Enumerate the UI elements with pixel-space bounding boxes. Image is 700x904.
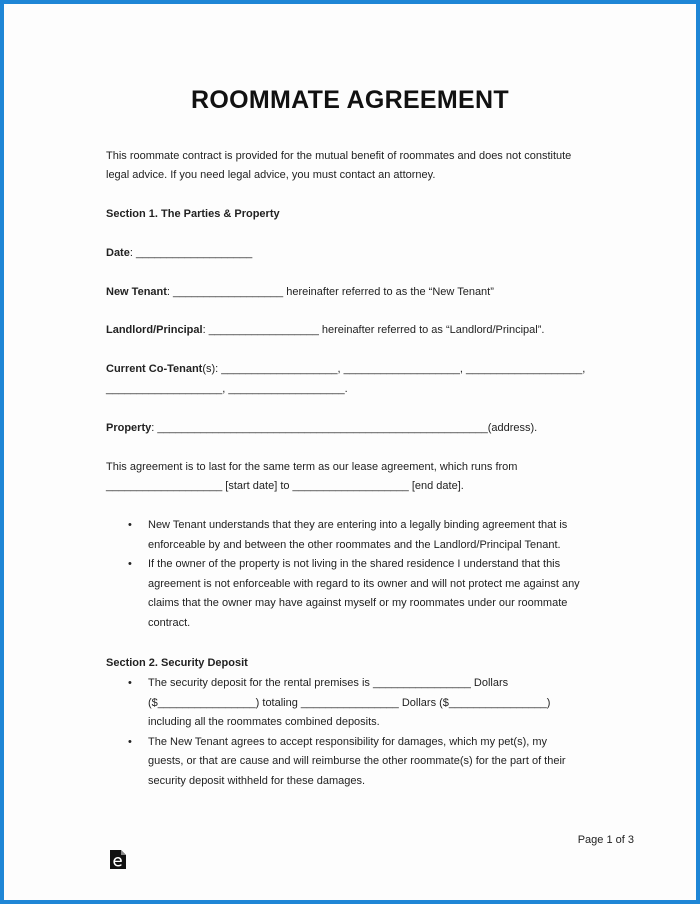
property-label: Property (106, 422, 152, 434)
bullet-line: enforceable by and between the other roommates and the Landlord/Principal Tenant. (148, 538, 561, 551)
bullet-line: The New Tenant agrees to accept responsibility for damages, which my pet(s), my (148, 735, 548, 748)
list-item (106, 674, 606, 733)
bullet-line: contract. (148, 616, 191, 629)
list-item (106, 555, 606, 633)
intro-line-2: legal advice. If you need legal advice, you must contact an attorney. (106, 169, 436, 181)
bullet-line: New Tenant understands that they are entering into a legally binding agreement that is (148, 519, 568, 531)
list-item (106, 733, 606, 792)
cotenant-label: Current Co-Tenant (106, 363, 203, 375)
section-1-heading: Section 1. The Parties & Property (106, 208, 280, 220)
bullet-icon: • (128, 519, 132, 531)
bullet-line: If the owner of the property is not living in the shared residence I understand that this (148, 558, 561, 571)
bullet-line: including all the roommates combined deposits. (148, 716, 380, 729)
landlord-blank: : __________________ hereinafter referred to as “Landlord/Principal”. (202, 324, 545, 336)
section-2-bullets (106, 674, 606, 792)
date-label: Date (106, 247, 130, 259)
bullet-line: guests, or that are cause and will reimburse the other roommate(s) for the part of their (148, 755, 566, 768)
term-line-2: ___________________ [start date] to ___________________ [end date]. (106, 480, 464, 492)
date-blank: : ___________________ (129, 247, 253, 259)
landlord-field (106, 321, 544, 341)
bullet-icon: • (128, 558, 132, 571)
cotenant-blank-1: (s): ___________________, ___________________, ___________________, (202, 363, 586, 375)
section-1-bullets (106, 516, 606, 634)
document-title: ROOMMATE AGREEMENT (191, 86, 509, 114)
term-line-1: This agreement is to last for the same term as our lease agreement, which runs from (106, 461, 518, 473)
eforms-logo-icon (110, 850, 126, 869)
property-field (106, 419, 537, 439)
cotenant-field (106, 360, 585, 380)
bullet-line: claims that the owner may have against myself or my roommates under our roommate (148, 597, 568, 610)
intro-line-1: This roommate contract is provided for the mutual benefit of roommates and does not constitute (106, 150, 572, 162)
landlord-label: Landlord/Principal (106, 324, 203, 336)
bullet-line: The security deposit for the rental premises is ________________ Dollars (148, 677, 509, 689)
new-tenant-blank: : __________________ hereinafter referred to as the “New Tenant” (166, 286, 494, 298)
list-item (106, 516, 606, 555)
new-tenant-field (106, 283, 494, 303)
section-2-heading: Section 2. Security Deposit (106, 657, 248, 669)
document-page (4, 4, 696, 900)
bullet-icon: • (128, 735, 132, 748)
bullet-line: security deposit withheld for these damages. (148, 774, 366, 787)
cotenant-blank-2: ___________________, ___________________. (106, 383, 348, 395)
property-blank: : ______________________________________________________(address). (151, 422, 538, 434)
page-number: Page 1 of 3 (577, 834, 634, 846)
bullet-line: ($________________) totaling ________________ Dollars ($________________) (148, 696, 551, 709)
bullet-icon: • (128, 677, 132, 689)
bullet-line: agreement is not enforceable with regard to its owner and will not protect me against any (148, 577, 580, 590)
date-field (106, 244, 252, 264)
new-tenant-label: New Tenant (106, 286, 167, 298)
